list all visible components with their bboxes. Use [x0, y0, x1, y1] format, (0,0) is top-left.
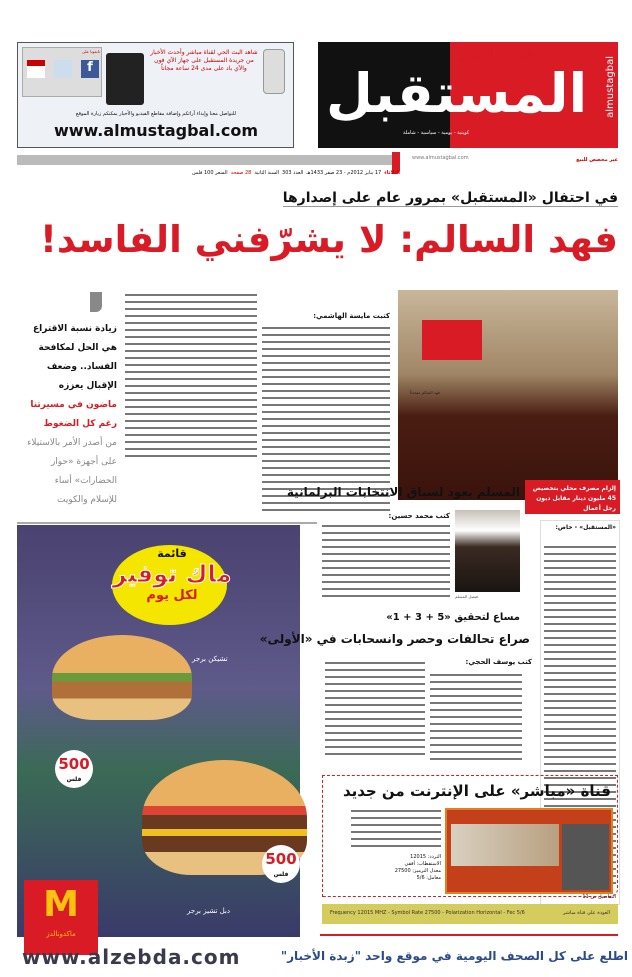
mcdonalds-ad[interactable] — [17, 525, 300, 937]
title-top: قائمة — [157, 547, 187, 560]
pull-line-red: رغم كل الضغوط — [43, 419, 117, 429]
story3-byline: كتب يوسف الحجي: — [465, 658, 532, 666]
date: 17 يناير 2012م - 23 صفر 1433هـ — [306, 170, 382, 176]
lead-text-col2 — [125, 292, 257, 462]
pull-line: الإقبال يعززه — [58, 381, 117, 391]
lead-headline[interactable]: فهد السالم: لا يشرّفني الفاسد! — [40, 218, 618, 261]
follow-label: تابعونا على — [81, 49, 100, 54]
pull-line-gray: الحضارات» أساء — [54, 476, 117, 486]
website[interactable]: www.almustagbal.com — [412, 155, 469, 161]
day: الثلاثاء — [384, 170, 400, 176]
side-byline: «المستقبل» - خاص: — [555, 524, 616, 531]
lead-photo — [398, 290, 618, 500]
banner-slogan: اطلع على كل الصحف اليومية في موقع واحد "زبدة الأخبار" — [280, 949, 628, 963]
pull-line-gray: من أصدر الأمر بالاستيلاء — [27, 438, 117, 448]
contact-text: للتواصل معنا وإبداء آرائكم وإضافة مقاطع الفيديو والأخبار يمكنكم زيارة الموقع — [75, 111, 237, 117]
price-value: 500 — [58, 755, 90, 773]
divider — [17, 522, 317, 524]
header-ad[interactable] — [17, 42, 294, 148]
mubasher-text — [351, 808, 441, 850]
pull-line: الفساد.. وضعف — [46, 362, 117, 372]
currency: فلس — [66, 776, 82, 783]
pull-line: هي الحل لمكافحة — [38, 343, 117, 353]
red-rule — [320, 934, 618, 936]
item1-label: تشيكن برجر — [192, 655, 228, 663]
story2-photo — [455, 510, 520, 592]
pull-line-red: ماضون في مسيرتنا — [30, 400, 117, 410]
currency: فلس — [273, 871, 289, 878]
story3-kicker: مساع لتحقيق «5 + 3 + 1» — [386, 612, 520, 623]
logo-backdrop — [422, 320, 482, 360]
brand-name: ماكدونالدز — [46, 930, 76, 938]
mubasher-details — [351, 854, 441, 882]
subtitle: كويتية - يومية - سياسية - شاملة — [403, 130, 470, 136]
price-badge — [55, 750, 93, 788]
side-red-box[interactable]: إلزام مصرف محلي بتخصيص 45 مليون دينار مقابل ديون رجل أعمال — [525, 480, 620, 514]
ipad-image — [106, 53, 144, 105]
dateline — [192, 170, 400, 176]
newspaper-name: المستقبل — [326, 62, 588, 125]
bar-left: Frequency 12015 MHZ - Symbol Rate 27500 - Polarization Horizontal - Fec 5/6 — [330, 910, 525, 916]
not-for-sale: غير مخصص للبيع — [576, 157, 618, 163]
twitter-icon[interactable] — [54, 60, 72, 78]
ad-url[interactable]: www.almustagbal.com — [53, 121, 259, 140]
price-value: 500 — [265, 850, 297, 868]
symbol-rate: معدل الترميز: 27500 — [394, 868, 441, 874]
iphone-image — [263, 49, 285, 94]
bottom-banner[interactable] — [0, 943, 632, 973]
bar-right: العودة على قناة مباشر — [562, 910, 610, 916]
pull-line-gray: للإسلام والكويت — [56, 495, 117, 505]
promo-text: شاهد البث الحي لقناة مباشر وأحدث الأخبار من جريدة المستقبل على جهاز الآي فون والآي باد على مدى 24 ساعة مجاناً — [150, 49, 258, 72]
story2-headline[interactable]: المسلم يعود لسباق الانتخابات البرلمانية — [286, 485, 520, 499]
story3-text-col2 — [325, 660, 425, 760]
mubasher-headline[interactable]: قناة «مباشر» على الإنترنت من جديد — [342, 782, 611, 800]
year: السنة الثانية — [254, 170, 280, 176]
mubasher-screenshot — [445, 808, 613, 894]
fec: معامل: 5/6 — [416, 875, 441, 881]
chicken-burger-image — [52, 635, 192, 720]
frequency: التردد: 12015 — [410, 854, 441, 860]
story2-caption: فيصل المسلم — [455, 594, 479, 599]
mcdonalds-logo: M ماكدونالدز — [24, 880, 98, 955]
quote-mark — [90, 292, 102, 312]
banner-url[interactable]: www.alzebda.com — [22, 945, 241, 969]
price-badge — [262, 845, 300, 883]
pull-line-gray: على أجهزة «حوار — [50, 457, 117, 467]
story2-byline: كتب محمد حسين: — [388, 512, 450, 520]
pull-quote — [17, 320, 117, 510]
issue: العدد 303 — [282, 170, 304, 176]
lead-byline: كتبت مايسة الهاشمي: — [313, 312, 390, 320]
social-box — [22, 47, 102, 97]
photo-caption: فهد السالم متحدثاً — [410, 390, 440, 395]
story2-text — [322, 523, 450, 598]
story3-headline[interactable]: صراع تحالفات وحصر وانسحابات في «الأولى» — [259, 632, 530, 646]
lead-kicker: في احتفال «المستقبل» بمرور عام على إصدارها — [282, 190, 618, 206]
youtube-icon[interactable] — [27, 60, 45, 78]
facebook-icon[interactable]: f — [81, 60, 99, 78]
login-panel — [562, 824, 609, 890]
item2-label: دبل تشيز برجر — [187, 907, 230, 915]
pull-line: زيادة نسبة الاقتراع — [33, 324, 117, 334]
video-frame — [451, 824, 559, 866]
latin-name: almustagbal — [605, 56, 616, 118]
mubasher-box — [322, 775, 618, 897]
story3-text-col1 — [430, 672, 522, 762]
masthead-logo — [318, 42, 618, 148]
price: السعر 100 فلس — [191, 170, 228, 176]
pages: 28 صفحة — [230, 170, 252, 176]
side-more[interactable]: التفاصيل ص 11 — [582, 894, 616, 900]
gray-bar — [17, 155, 392, 165]
polarization: الاستقطاب: أفقي — [404, 861, 441, 867]
title-bottom: لكل يوم — [146, 588, 198, 603]
tagline: الكويت للجميع — [458, 48, 535, 61]
frequency-bar — [322, 904, 618, 924]
title-main: ماك توفير — [112, 560, 232, 588]
ad-title — [92, 547, 252, 603]
